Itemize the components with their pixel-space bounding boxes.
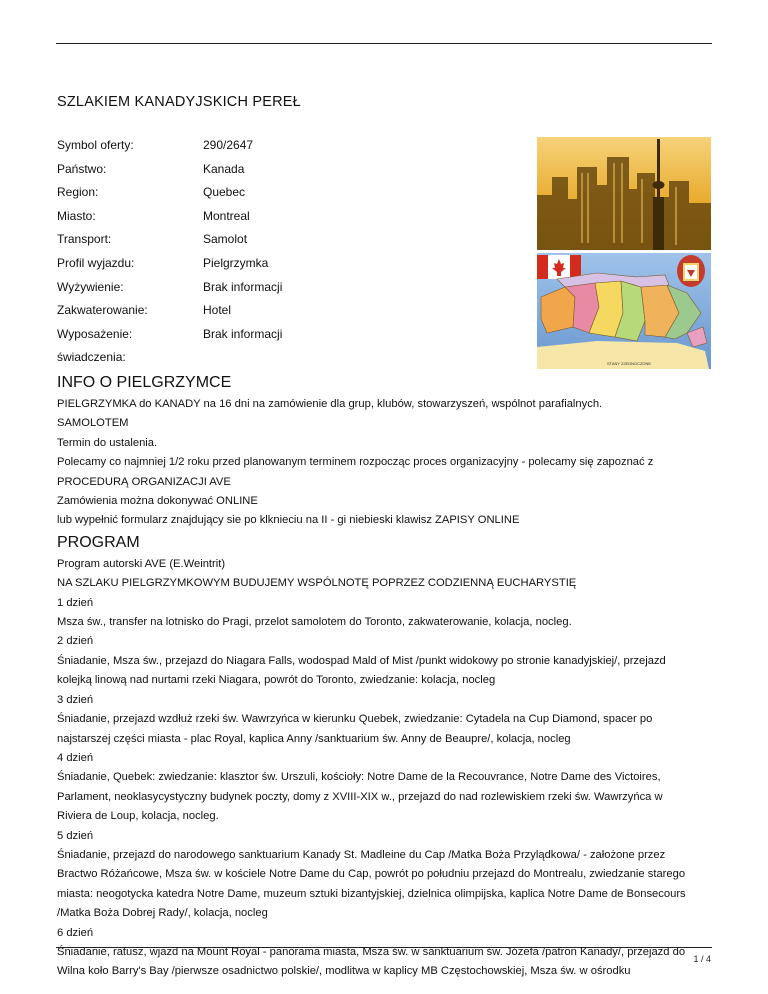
program-line: 1 dzień xyxy=(57,596,94,609)
program-line: Program autorski AVE (E.Weintrit) xyxy=(57,557,226,570)
spec-label: świadczenia: xyxy=(57,350,126,365)
program-line: Śniadanie, przejazd wzdłuż rzeki św. Wawrzyńca w kierunku Quebek, zwiedzanie: Cytadela na Cup Diamond, spacer po xyxy=(57,713,653,726)
spec-label: Profil wyjazdu: xyxy=(57,256,135,270)
spec-value: Kanada xyxy=(203,161,245,176)
program-line: miasta: neogotycka katedra Notre Dame, muzeum sztuki bizantyjskiej, dzielnica olimpijska, kaplica Notre Dame de Bonsecours xyxy=(57,887,686,900)
program-text xyxy=(57,555,717,982)
info-section xyxy=(57,373,717,531)
program-line: 4 dzień xyxy=(57,751,94,764)
info-heading: INFO O PIELGRZYMCE xyxy=(57,374,232,391)
info-line: PIELGRZYMKA do KANADY na 16 dni na zamówienie dla grup, klubów, stowarzyszeń, wspólnot parafialnych. xyxy=(57,398,603,410)
spec-value: 290/2647 xyxy=(203,138,254,152)
program-line: Bractwo Różańcowe, Msza św. w kościele Notre Dame du Cap, powrót po południu przejazd do Montrealu, zwiedzanie starego xyxy=(57,868,686,881)
program-line: Wilna koło Barry's Bay /pierwsze osadnictwo polskie/, modlitwa w kaplicy MB Częstochowskiej, Msza św. w ośrodku xyxy=(57,965,631,978)
page-number: 1 / 4 xyxy=(693,954,711,964)
program-line: 3 dzień xyxy=(57,693,94,706)
program-line: 6 dzień xyxy=(57,926,94,939)
spec-value: Samolot xyxy=(203,232,248,247)
program-line: kolejką linową nad nurtami rzeki Niagara, powrót do Toronto, zwiedzanie: kolacja, nocleg xyxy=(57,674,496,687)
spec-label: Miasto: xyxy=(57,208,96,223)
toronto-skyline-photo xyxy=(537,137,711,250)
program-line: 2 dzień xyxy=(57,635,94,648)
coat-of-arms-icon xyxy=(677,255,705,287)
program-line: Msza św., transfer na lotnisko do Pragi, przelot samolotem do Toronto, zakwaterowanie, kolacja, nocleg. xyxy=(57,616,572,629)
spec-value: Brak informacji xyxy=(203,326,283,341)
spec-value: Pielgrzymka xyxy=(203,256,269,270)
spec-value: Montreal xyxy=(203,208,250,223)
program-heading: PROGRAM xyxy=(57,533,140,551)
spec-label: Wyposażenie: xyxy=(57,326,133,341)
spec-label: Symbol oferty: xyxy=(57,138,134,152)
info-line: PROCEDURĄ ORGANIZACJI AVE xyxy=(57,475,231,488)
spec-value: Hotel xyxy=(203,303,232,318)
info-line: Polecamy co najmniej 1/2 roku przed planowanym terminem rozpocząc proces organizacyjny - polecamy się zapoznać z xyxy=(57,456,654,469)
spec-label: Państwo: xyxy=(57,161,107,176)
program-line: 5 dzień xyxy=(57,829,94,842)
canada-flag-icon xyxy=(537,255,581,279)
program-line: najstarszej części miasta - plac Royal, kaplica Anny /sanktuarium św. Anny de Beaupre/, kolacja, nocleg xyxy=(57,732,571,745)
program-line: NA SZLAKU PIELGRZYMKOWYM BUDUJEMY WSPÓLNOTĘ POPRZEZ CODZIENNĄ EUCHARYSTIĘ xyxy=(57,577,577,590)
info-line: lub wypełnić formularz znajdujący sie po klknieciu na II - gi niebieski klawisz ZAPISY ONLINE xyxy=(57,514,520,527)
spec-label: Region: xyxy=(57,185,99,200)
spec-value: Quebec xyxy=(203,185,246,200)
spec-label: Wyżywienie: xyxy=(57,279,124,294)
program-line: /Matka Boża Dobrej Rady/, kolacja, nocleg xyxy=(57,907,268,920)
info-line: Zamówienia można dokonywać ONLINE xyxy=(57,495,258,508)
program-line: Riviera de Loup, kolacja, nocleg. xyxy=(57,810,219,823)
header-rule xyxy=(56,43,712,44)
map-caption: STANY ZJEDNOCZONE xyxy=(607,361,652,366)
program-line: Śniadanie, Quebek: zwiedzanie: klasztor św. Urszuli, kościoły: Notre Dame de la Recouvrance, Notre Dame des Victoires, xyxy=(57,771,661,784)
program-line: Śniadanie, Msza św., przejazd do Niagara Falls, wodospad Mald of Mist /punkt widokowy po stronie kanadyjskiej/, przejazd xyxy=(57,654,666,667)
program-line: Śniadanie, ratusz, wjazd na Mount Royal - panorama miasta, Msza św. w sanktuarium św. Józefa /patron Kanady/, przejazd do xyxy=(57,945,686,958)
document-title: SZLAKIEM KANADYJSKICH PEREŁ xyxy=(57,94,301,110)
info-text xyxy=(57,395,717,531)
program-line: Parlament, neoklasycystyczny budynek poczty, domy z XVIII-XIX w., przejazd do nad rozlewiskiem rzeki św. Wawrzyńca w xyxy=(57,790,663,803)
program-line: Śniadanie, przejazd do narodowego sanktuarium Kanady St. Madleine du Cap /Matka Boża Przylądkowa/ - założone przez xyxy=(57,848,666,861)
canada-map xyxy=(537,253,711,369)
info-line: SAMOLOTEM xyxy=(57,417,129,430)
spec-label: Zakwaterowanie: xyxy=(57,303,148,318)
spec-label: Transport: xyxy=(57,232,112,247)
offer-image xyxy=(537,137,711,369)
offer-content xyxy=(57,373,717,982)
spec-value: Brak informacji xyxy=(203,279,283,294)
footer-rule xyxy=(56,947,712,948)
info-line: Termin do ustalenia. xyxy=(57,436,158,449)
program-section xyxy=(57,533,717,982)
